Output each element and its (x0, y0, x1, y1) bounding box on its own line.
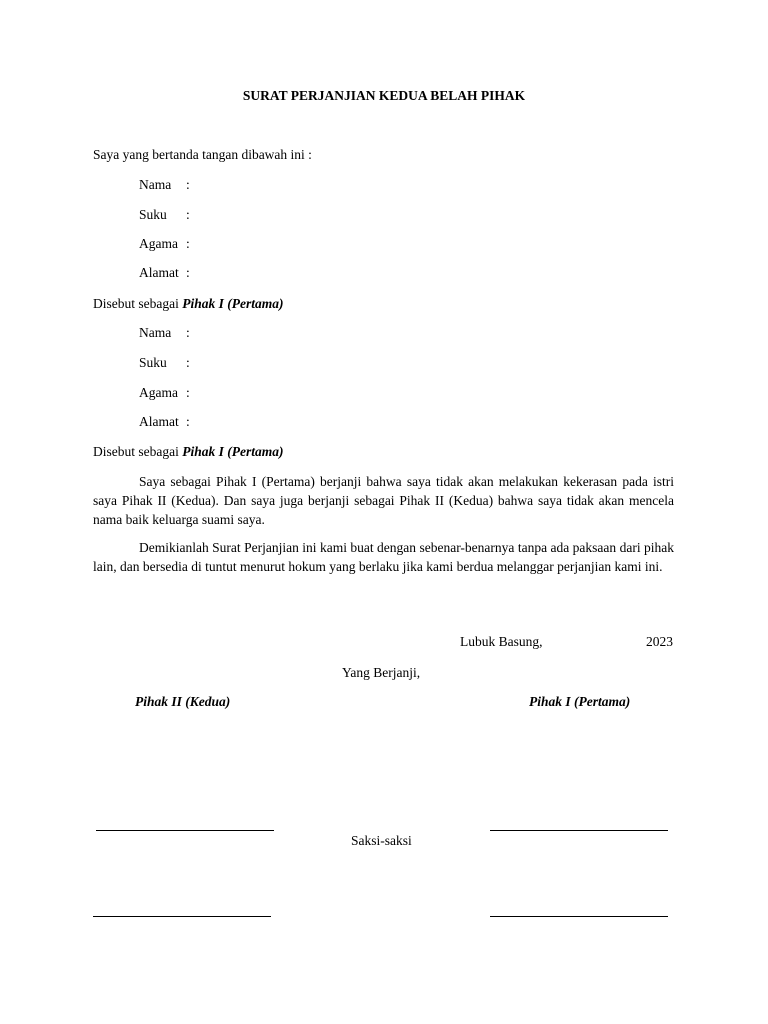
signature-line-party-right (490, 830, 668, 831)
field-separator: : (186, 265, 190, 280)
field-row-suku (139, 354, 190, 372)
designation-party: Pihak I (Pertama) (182, 444, 284, 459)
document-title: SURAT PERJANJIAN KEDUA BELAH PIHAK (242, 88, 526, 103)
field-row-agama (139, 384, 190, 402)
paragraph-closing (93, 538, 674, 576)
designation-prefix: Disebut sebagai (93, 444, 179, 459)
field-separator: : (186, 414, 190, 429)
field-separator: : (186, 207, 190, 222)
party-right-label: Pihak I (Pertama) (529, 694, 631, 709)
field-row-nama (139, 176, 190, 194)
field-row-alamat (139, 264, 190, 282)
field-separator: : (186, 177, 190, 192)
signing-place: Lubuk Basung, (460, 634, 543, 649)
signature-line-witness-right (490, 916, 668, 917)
designation-prefix: Disebut sebagai (93, 296, 179, 311)
field-label: Nama (139, 177, 172, 192)
field-label: Alamat (139, 265, 179, 280)
paragraph-text: Saya sebagai Pihak I (Pertama) berjanji bahwa saya tidak akan melakukan kekerasan pada istri saya Pihak II (Kedua). Dan saya juga berjanji sebagai Pihak II (Kedua) bahwa saya tidak akan mencela nama baik keluarga suami saya. (93, 474, 674, 527)
field-separator: : (186, 325, 190, 340)
designation-second (93, 443, 283, 461)
closing-phrase: Yang Berjanji, (342, 665, 421, 680)
designation-first (93, 295, 283, 313)
field-label: Suku (139, 207, 167, 222)
field-row-alamat (139, 413, 190, 431)
paragraph-text: Demikianlah Surat Perjanjian ini kami buat dengan sebenar-benarnya tanpa ada paksaan dari pihak lain, dan bersedia di tuntut menurut hokum yang berlaku jika kami berdua melanggar perjanjian kami ini. (93, 540, 674, 574)
signature-line-party-left (96, 830, 274, 831)
field-separator: : (186, 385, 190, 400)
signing-year: 2023 (646, 634, 673, 649)
field-separator: : (186, 236, 190, 251)
field-label: Agama (139, 236, 178, 251)
paragraph-promise (93, 472, 674, 529)
party-left-label: Pihak II (Kedua) (135, 694, 231, 709)
field-label: Nama (139, 325, 172, 340)
field-label: Alamat (139, 414, 179, 429)
intro-text: Saya yang bertanda tangan dibawah ini : (93, 147, 312, 162)
signature-line-witness-left (93, 916, 271, 917)
witnesses-label: Saksi-saksi (351, 833, 412, 848)
field-label: Agama (139, 385, 178, 400)
field-label: Suku (139, 355, 167, 370)
designation-party: Pihak I (Pertama) (182, 296, 284, 311)
field-row-nama (139, 324, 190, 342)
field-row-agama (139, 235, 190, 253)
field-row-suku (139, 206, 190, 224)
field-separator: : (186, 355, 190, 370)
